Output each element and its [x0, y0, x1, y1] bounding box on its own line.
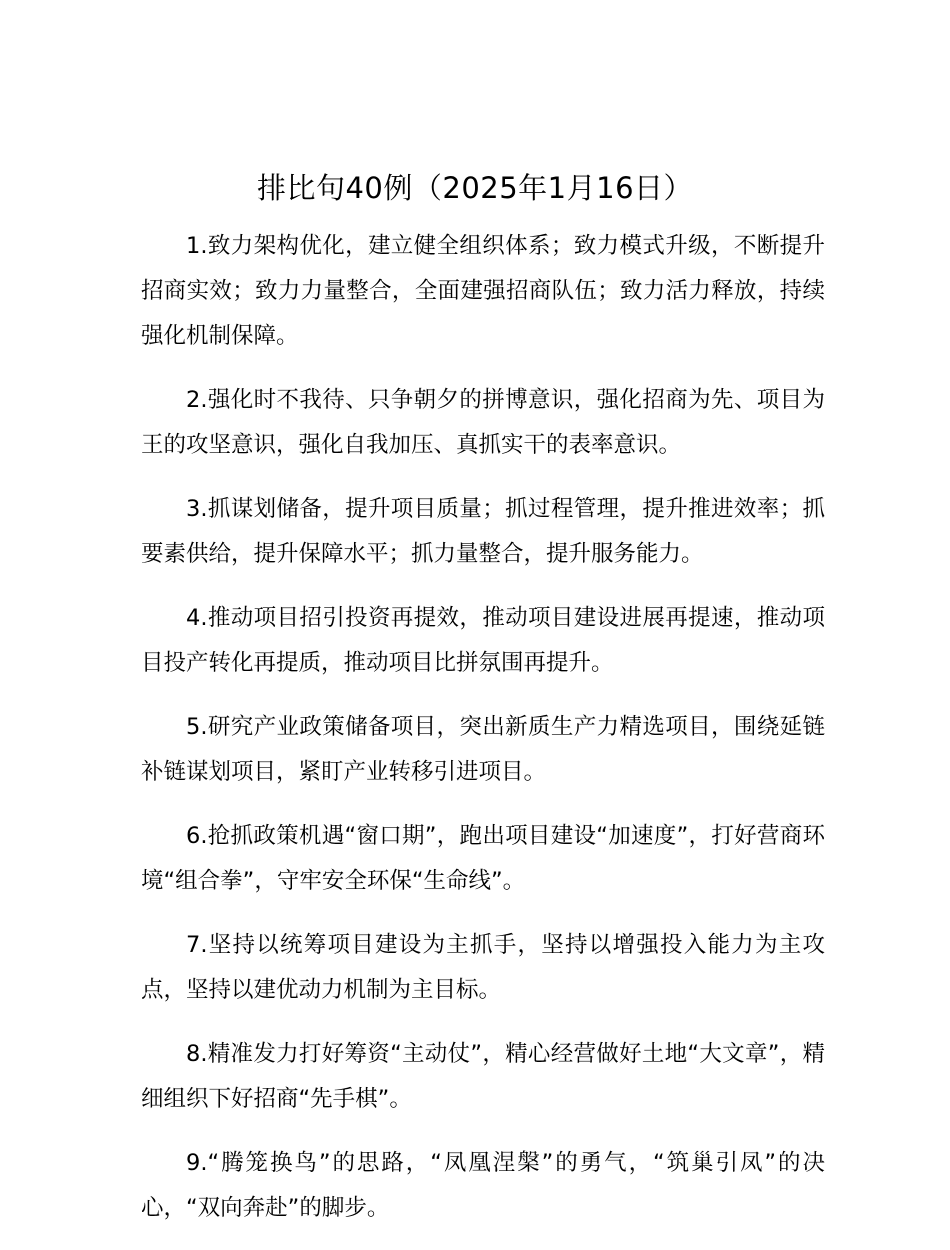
document-body [141, 224, 825, 1250]
paragraph-4: 4.推动项目招引投资再提效，推动项目建设进展再提速，推动项目投产转化再提质，推动项目比拼氛围再提升。 [141, 605, 825, 676]
paragraph-1: 1.致力架构优化，建立健全组织体系；致力模式升级，不断提升招商实效；致力力量整合，全面建强招商队伍；致力活力释放，持续强化机制保障。 [141, 233, 825, 349]
paragraph-6: 6.抢抓政策机遇“窗口期”，跑出项目建设“加速度”，打好营商环境“组合拳”，守牢安全环保“生命线”。 [141, 823, 825, 894]
paragraph-8: 8.精准发力打好筹资“主动仗”，精心经营做好土地“大文章”，精细组织下好招商“先手棋”。 [141, 1041, 825, 1112]
paragraph-5: 5.研究产业政策储备项目，突出新质生产力精选项目，围绕延链补链谋划项目，紧盯产业转移引进项目。 [141, 714, 825, 785]
paragraph-3: 3.抓谋划储备，提升项目质量；抓过程管理，提升推进效率；抓要素供给，提升保障水平；抓力量整合，提升服务能力。 [141, 496, 825, 567]
document-title: 排比句40例（2025年1月16日） [256, 171, 694, 205]
paragraph-7: 7.坚持以统筹项目建设为主抓手，坚持以增强投入能力为主攻点，坚持以建优动力机制为主目标。 [141, 932, 825, 1003]
paragraph-2: 2.强化时不我待、只争朝夕的拼博意识，强化招商为先、项目为王的攻坚意识，强化自我加压、真抓实干的表率意识。 [141, 387, 825, 458]
paragraph-9: 9.“腾笼换鸟”的思路，“凤凰涅槃”的勇气，“筑巢引凤”的决心，“双向奔赴”的脚步。 [141, 1150, 825, 1221]
